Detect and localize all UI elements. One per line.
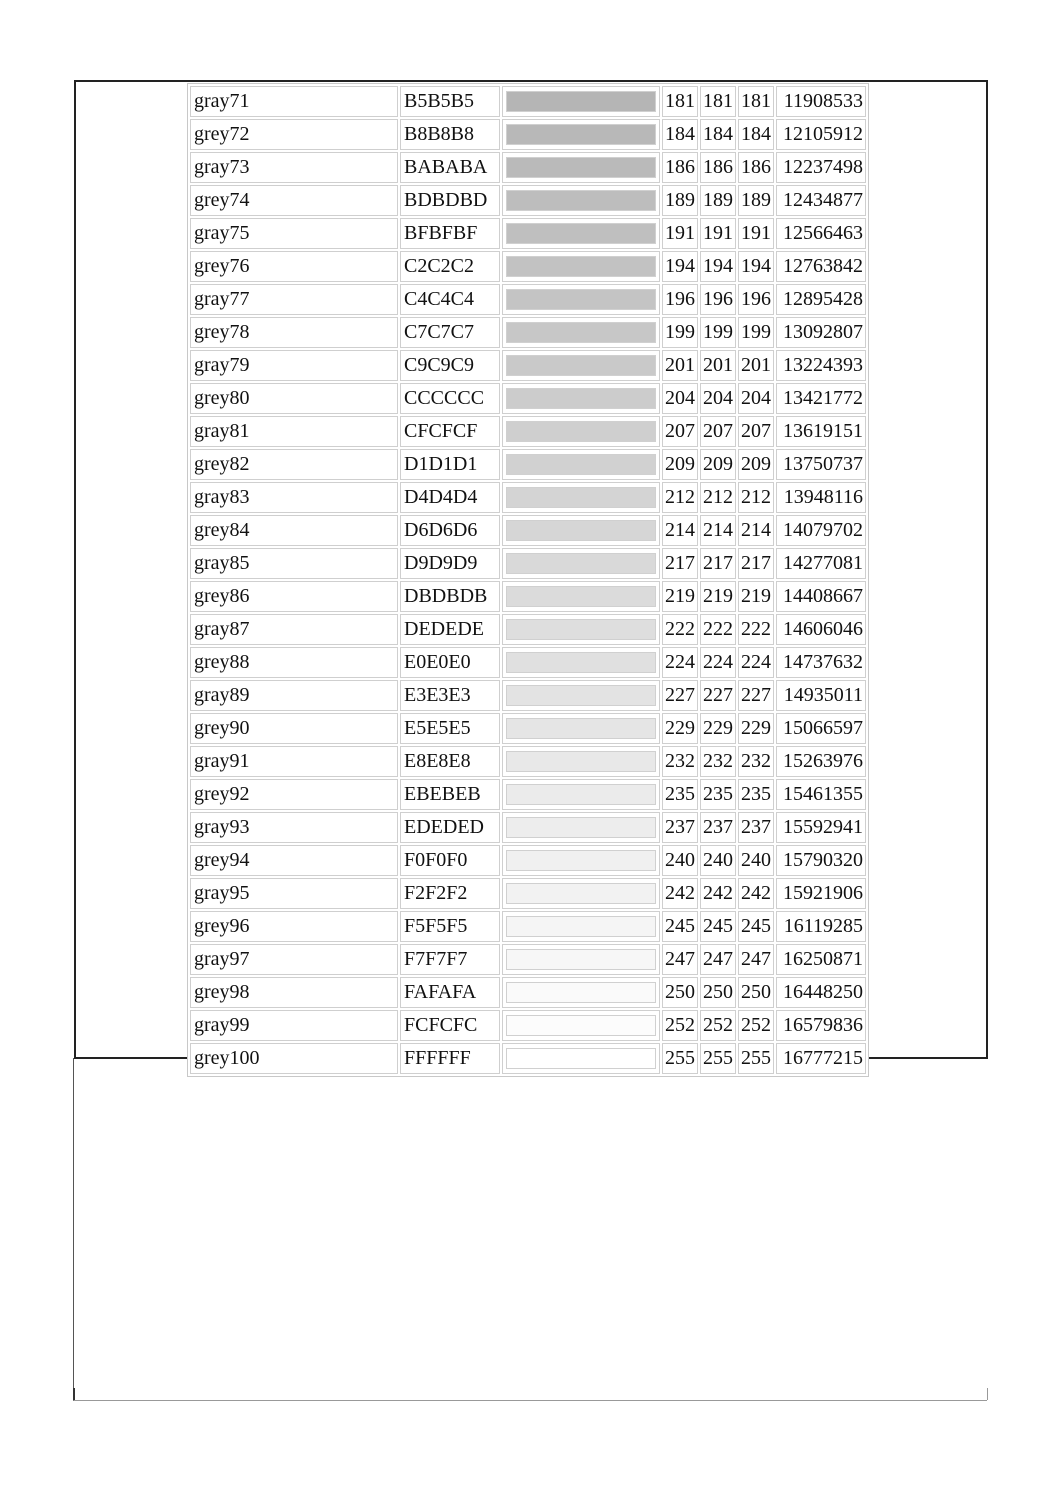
color-swatch-cell <box>502 548 660 579</box>
color-swatch-cell <box>502 845 660 876</box>
hex-code-cell: D6D6D6 <box>400 515 500 546</box>
color-swatch <box>506 322 656 343</box>
blue-value-cell: 189 <box>738 185 774 216</box>
table-row <box>190 713 866 744</box>
hex-code-cell: C4C4C4 <box>400 284 500 315</box>
color-swatch <box>506 520 656 541</box>
decimal-value-cell: 15790320 <box>776 845 866 876</box>
red-value-cell: 204 <box>662 383 698 414</box>
hex-code-cell: F0F0F0 <box>400 845 500 876</box>
color-name-cell: grey100 <box>190 1043 398 1074</box>
frame-corner-mark-right <box>987 1388 988 1400</box>
color-swatch-cell <box>502 416 660 447</box>
green-value-cell: 242 <box>700 878 736 909</box>
red-value-cell: 181 <box>662 86 698 117</box>
red-value-cell: 209 <box>662 449 698 480</box>
color-name-cell: gray89 <box>190 680 398 711</box>
color-swatch <box>506 355 656 376</box>
table-row <box>190 977 866 1008</box>
red-value-cell: 250 <box>662 977 698 1008</box>
color-swatch <box>506 553 656 574</box>
decimal-value-cell: 15461355 <box>776 779 866 810</box>
color-name-cell: gray91 <box>190 746 398 777</box>
color-swatch-cell <box>502 647 660 678</box>
color-swatch-cell <box>502 86 660 117</box>
color-swatch-cell <box>502 185 660 216</box>
color-swatch <box>506 916 656 937</box>
color-swatch-cell <box>502 383 660 414</box>
blue-value-cell: 235 <box>738 779 774 810</box>
color-name-cell: grey82 <box>190 449 398 480</box>
hex-code-cell: C2C2C2 <box>400 251 500 282</box>
table-row <box>190 878 866 909</box>
blue-value-cell: 245 <box>738 911 774 942</box>
color-swatch <box>506 982 656 1003</box>
color-swatch <box>506 883 656 904</box>
color-name-cell: grey78 <box>190 317 398 348</box>
red-value-cell: 232 <box>662 746 698 777</box>
table-row <box>190 548 866 579</box>
decimal-value-cell: 15921906 <box>776 878 866 909</box>
decimal-value-cell: 14737632 <box>776 647 866 678</box>
table-row <box>190 845 866 876</box>
green-value-cell: 194 <box>700 251 736 282</box>
color-swatch-cell <box>502 812 660 843</box>
color-swatch <box>506 751 656 772</box>
hex-code-cell: D1D1D1 <box>400 449 500 480</box>
decimal-value-cell: 15592941 <box>776 812 866 843</box>
color-name-cell: grey94 <box>190 845 398 876</box>
color-swatch <box>506 949 656 970</box>
table-row <box>190 1043 866 1074</box>
table-row <box>190 86 866 117</box>
hex-code-cell: D4D4D4 <box>400 482 500 513</box>
blue-value-cell: 240 <box>738 845 774 876</box>
color-swatch <box>506 190 656 211</box>
table-row <box>190 779 866 810</box>
red-value-cell: 245 <box>662 911 698 942</box>
blue-value-cell: 255 <box>738 1043 774 1074</box>
color-swatch-cell <box>502 482 660 513</box>
color-swatch-cell <box>502 713 660 744</box>
decimal-value-cell: 14079702 <box>776 515 866 546</box>
table-row <box>190 449 866 480</box>
hex-code-cell: BABABA <box>400 152 500 183</box>
hex-code-cell: FFFFFF <box>400 1043 500 1074</box>
red-value-cell: 229 <box>662 713 698 744</box>
color-name-cell: grey96 <box>190 911 398 942</box>
red-value-cell: 227 <box>662 680 698 711</box>
red-value-cell: 237 <box>662 812 698 843</box>
table-row <box>190 614 866 645</box>
color-name-cell: gray73 <box>190 152 398 183</box>
decimal-value-cell: 16777215 <box>776 1043 866 1074</box>
red-value-cell: 186 <box>662 152 698 183</box>
blue-value-cell: 204 <box>738 383 774 414</box>
red-value-cell: 235 <box>662 779 698 810</box>
color-swatch <box>506 817 656 838</box>
red-value-cell: 242 <box>662 878 698 909</box>
color-swatch-cell <box>502 1010 660 1041</box>
color-swatch <box>506 388 656 409</box>
decimal-value-cell: 12105912 <box>776 119 866 150</box>
color-swatch-cell <box>502 218 660 249</box>
color-table <box>187 83 869 1077</box>
blue-value-cell: 191 <box>738 218 774 249</box>
blue-value-cell: 237 <box>738 812 774 843</box>
decimal-value-cell: 14277081 <box>776 548 866 579</box>
blue-value-cell: 217 <box>738 548 774 579</box>
color-name-cell: grey84 <box>190 515 398 546</box>
decimal-value-cell: 16579836 <box>776 1010 866 1041</box>
red-value-cell: 194 <box>662 251 698 282</box>
color-name-cell: gray93 <box>190 812 398 843</box>
blue-value-cell: 227 <box>738 680 774 711</box>
color-swatch <box>506 289 656 310</box>
red-value-cell: 191 <box>662 218 698 249</box>
hex-code-cell: BDBDBD <box>400 185 500 216</box>
table-row <box>190 482 866 513</box>
color-name-cell: grey76 <box>190 251 398 282</box>
green-value-cell: 207 <box>700 416 736 447</box>
color-name-cell: grey80 <box>190 383 398 414</box>
color-name-cell: grey92 <box>190 779 398 810</box>
red-value-cell: 199 <box>662 317 698 348</box>
color-swatch <box>506 454 656 475</box>
hex-code-cell: DEDEDE <box>400 614 500 645</box>
blue-value-cell: 196 <box>738 284 774 315</box>
red-value-cell: 184 <box>662 119 698 150</box>
green-value-cell: 212 <box>700 482 736 513</box>
color-swatch <box>506 1048 656 1069</box>
decimal-value-cell: 14408667 <box>776 581 866 612</box>
color-name-cell: gray71 <box>190 86 398 117</box>
green-value-cell: 184 <box>700 119 736 150</box>
decimal-value-cell: 13750737 <box>776 449 866 480</box>
red-value-cell: 255 <box>662 1043 698 1074</box>
red-value-cell: 207 <box>662 416 698 447</box>
table-row <box>190 812 866 843</box>
color-swatch-cell <box>502 680 660 711</box>
color-name-cell: grey74 <box>190 185 398 216</box>
red-value-cell: 189 <box>662 185 698 216</box>
decimal-value-cell: 14606046 <box>776 614 866 645</box>
green-value-cell: 217 <box>700 548 736 579</box>
blue-value-cell: 194 <box>738 251 774 282</box>
color-swatch <box>506 157 656 178</box>
table-row <box>190 251 866 282</box>
green-value-cell: 235 <box>700 779 736 810</box>
decimal-value-cell: 13421772 <box>776 383 866 414</box>
green-value-cell: 209 <box>700 449 736 480</box>
hex-code-cell: F2F2F2 <box>400 878 500 909</box>
blue-value-cell: 181 <box>738 86 774 117</box>
red-value-cell: 224 <box>662 647 698 678</box>
color-name-cell: gray77 <box>190 284 398 315</box>
decimal-value-cell: 14935011 <box>776 680 866 711</box>
hex-code-cell: C9C9C9 <box>400 350 500 381</box>
table-row <box>190 383 866 414</box>
hex-code-cell: E0E0E0 <box>400 647 500 678</box>
green-value-cell: 227 <box>700 680 736 711</box>
green-value-cell: 204 <box>700 383 736 414</box>
hex-code-cell: E5E5E5 <box>400 713 500 744</box>
decimal-value-cell: 12237498 <box>776 152 866 183</box>
decimal-value-cell: 12566463 <box>776 218 866 249</box>
color-name-cell: gray97 <box>190 944 398 975</box>
red-value-cell: 201 <box>662 350 698 381</box>
blue-value-cell: 252 <box>738 1010 774 1041</box>
color-name-cell: grey90 <box>190 713 398 744</box>
color-name-cell: grey88 <box>190 647 398 678</box>
green-value-cell: 191 <box>700 218 736 249</box>
hex-code-cell: E8E8E8 <box>400 746 500 777</box>
red-value-cell: 247 <box>662 944 698 975</box>
table-row <box>190 350 866 381</box>
hex-code-cell: CCCCCC <box>400 383 500 414</box>
decimal-value-cell: 15263976 <box>776 746 866 777</box>
green-value-cell: 255 <box>700 1043 736 1074</box>
blue-value-cell: 186 <box>738 152 774 183</box>
color-name-cell: grey98 <box>190 977 398 1008</box>
color-swatch <box>506 619 656 640</box>
hex-code-cell: B5B5B5 <box>400 86 500 117</box>
table-row <box>190 284 866 315</box>
blue-value-cell: 242 <box>738 878 774 909</box>
color-swatch-cell <box>502 119 660 150</box>
table-row <box>190 911 866 942</box>
color-swatch <box>506 784 656 805</box>
blue-value-cell: 219 <box>738 581 774 612</box>
decimal-value-cell: 13948116 <box>776 482 866 513</box>
color-swatch-cell <box>502 878 660 909</box>
hex-code-cell: CFCFCF <box>400 416 500 447</box>
hex-code-cell: FCFCFC <box>400 1010 500 1041</box>
blue-value-cell: 207 <box>738 416 774 447</box>
blue-value-cell: 222 <box>738 614 774 645</box>
color-swatch <box>506 421 656 442</box>
green-value-cell: 189 <box>700 185 736 216</box>
color-swatch <box>506 850 656 871</box>
color-table-body <box>190 86 866 1074</box>
color-name-cell: gray83 <box>190 482 398 513</box>
color-swatch-cell <box>502 152 660 183</box>
hex-code-cell: E3E3E3 <box>400 680 500 711</box>
hex-code-cell: D9D9D9 <box>400 548 500 579</box>
color-swatch-cell <box>502 779 660 810</box>
decimal-value-cell: 12895428 <box>776 284 866 315</box>
color-swatch-cell <box>502 977 660 1008</box>
table-row <box>190 119 866 150</box>
color-name-cell: gray87 <box>190 614 398 645</box>
decimal-value-cell: 15066597 <box>776 713 866 744</box>
decimal-value-cell: 11908533 <box>776 86 866 117</box>
blue-value-cell: 232 <box>738 746 774 777</box>
color-swatch-cell <box>502 1043 660 1074</box>
table-row <box>190 680 866 711</box>
red-value-cell: 240 <box>662 845 698 876</box>
blue-value-cell: 247 <box>738 944 774 975</box>
color-swatch <box>506 124 656 145</box>
table-row <box>190 581 866 612</box>
decimal-value-cell: 13092807 <box>776 317 866 348</box>
table-row <box>190 647 866 678</box>
color-swatch-cell <box>502 350 660 381</box>
green-value-cell: 222 <box>700 614 736 645</box>
blue-value-cell: 199 <box>738 317 774 348</box>
green-value-cell: 250 <box>700 977 736 1008</box>
color-swatch-cell <box>502 581 660 612</box>
green-value-cell: 240 <box>700 845 736 876</box>
color-swatch <box>506 91 656 112</box>
color-swatch-cell <box>502 911 660 942</box>
green-value-cell: 232 <box>700 746 736 777</box>
blue-value-cell: 201 <box>738 350 774 381</box>
page-frame-bottom <box>73 1058 987 1401</box>
color-swatch <box>506 256 656 277</box>
blue-value-cell: 214 <box>738 515 774 546</box>
decimal-value-cell: 12763842 <box>776 251 866 282</box>
color-name-cell: gray75 <box>190 218 398 249</box>
hex-code-cell: B8B8B8 <box>400 119 500 150</box>
decimal-value-cell: 16448250 <box>776 977 866 1008</box>
table-row <box>190 416 866 447</box>
green-value-cell: 252 <box>700 1010 736 1041</box>
table-row <box>190 515 866 546</box>
decimal-value-cell: 16250871 <box>776 944 866 975</box>
hex-code-cell: EDEDED <box>400 812 500 843</box>
color-swatch <box>506 718 656 739</box>
hex-code-cell: F5F5F5 <box>400 911 500 942</box>
green-value-cell: 245 <box>700 911 736 942</box>
green-value-cell: 229 <box>700 713 736 744</box>
table-row <box>190 746 866 777</box>
color-swatch-cell <box>502 317 660 348</box>
green-value-cell: 214 <box>700 515 736 546</box>
blue-value-cell: 250 <box>738 977 774 1008</box>
color-swatch <box>506 1015 656 1036</box>
color-swatch <box>506 685 656 706</box>
decimal-value-cell: 12434877 <box>776 185 866 216</box>
red-value-cell: 212 <box>662 482 698 513</box>
green-value-cell: 247 <box>700 944 736 975</box>
table-row <box>190 152 866 183</box>
red-value-cell: 214 <box>662 515 698 546</box>
blue-value-cell: 212 <box>738 482 774 513</box>
red-value-cell: 252 <box>662 1010 698 1041</box>
hex-code-cell: FAFAFA <box>400 977 500 1008</box>
green-value-cell: 199 <box>700 317 736 348</box>
red-value-cell: 217 <box>662 548 698 579</box>
blue-value-cell: 209 <box>738 449 774 480</box>
table-row <box>190 1010 866 1041</box>
decimal-value-cell: 13224393 <box>776 350 866 381</box>
color-swatch <box>506 652 656 673</box>
hex-code-cell: C7C7C7 <box>400 317 500 348</box>
color-swatch <box>506 487 656 508</box>
table-row <box>190 185 866 216</box>
hex-code-cell: BFBFBF <box>400 218 500 249</box>
color-swatch-cell <box>502 746 660 777</box>
color-swatch <box>506 223 656 244</box>
green-value-cell: 219 <box>700 581 736 612</box>
color-swatch-cell <box>502 515 660 546</box>
green-value-cell: 224 <box>700 647 736 678</box>
color-swatch-cell <box>502 449 660 480</box>
color-name-cell: gray79 <box>190 350 398 381</box>
decimal-value-cell: 16119285 <box>776 911 866 942</box>
green-value-cell: 237 <box>700 812 736 843</box>
green-value-cell: 186 <box>700 152 736 183</box>
red-value-cell: 222 <box>662 614 698 645</box>
table-row <box>190 218 866 249</box>
table-row <box>190 944 866 975</box>
color-swatch-cell <box>502 944 660 975</box>
green-value-cell: 201 <box>700 350 736 381</box>
color-name-cell: gray99 <box>190 1010 398 1041</box>
red-value-cell: 196 <box>662 284 698 315</box>
blue-value-cell: 229 <box>738 713 774 744</box>
green-value-cell: 181 <box>700 86 736 117</box>
green-value-cell: 196 <box>700 284 736 315</box>
blue-value-cell: 224 <box>738 647 774 678</box>
color-swatch-cell <box>502 284 660 315</box>
blue-value-cell: 184 <box>738 119 774 150</box>
red-value-cell: 219 <box>662 581 698 612</box>
frame-corner-mark-left <box>73 1388 75 1400</box>
color-name-cell: gray85 <box>190 548 398 579</box>
color-swatch-cell <box>502 614 660 645</box>
color-name-cell: gray81 <box>190 416 398 447</box>
hex-code-cell: DBDBDB <box>400 581 500 612</box>
hex-code-cell: EBEBEB <box>400 779 500 810</box>
decimal-value-cell: 13619151 <box>776 416 866 447</box>
hex-code-cell: F7F7F7 <box>400 944 500 975</box>
color-swatch <box>506 586 656 607</box>
color-swatch-cell <box>502 251 660 282</box>
color-name-cell: gray95 <box>190 878 398 909</box>
color-name-cell: grey72 <box>190 119 398 150</box>
color-name-cell: grey86 <box>190 581 398 612</box>
table-row <box>190 317 866 348</box>
